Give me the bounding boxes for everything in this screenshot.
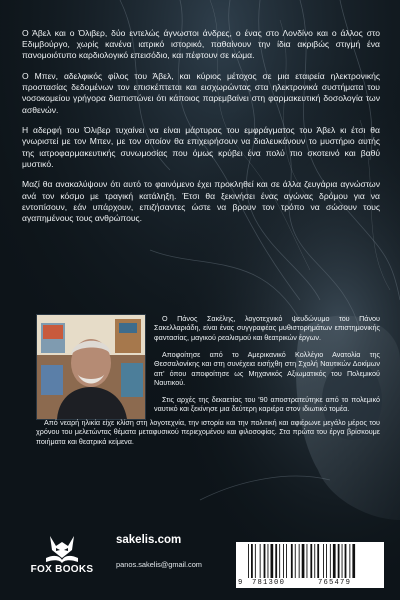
fox-book-logo-icon <box>42 532 82 564</box>
barcode-bar <box>248 544 249 578</box>
barcode-bar <box>323 544 324 578</box>
barcode-bar <box>295 544 296 578</box>
blurb-paragraph: Η αδερφή του Όλιβερ τυχαίνει να είναι μάρτυρας του εμφράγματος του Άβελ κι έτσι θα γνωριστεί με τον Μπεν, με τον οποίον θα επιχειρήσουν να διαλευκάνουν το μυστήριο αυτής της ιατροφαρμακευτικής συνωμοσίας που όμως κρύβει ένα πολύ πιο σκοτεινό και βαθύ μυστικό. <box>22 125 380 169</box>
barcode-bar <box>307 544 308 578</box>
barcode-bar <box>283 544 284 578</box>
blurb-paragraph: Ο Μπεν, αδελφικός φίλος του Άβελ, και κύριος μέτοχος σε μια εταιρεία ηλεκτρονικής προστασίας δεδομένων τον επισκέπτεται και εισχωρώντας στα ηλεκτρονικά συστήματα του νοσοκομείου γρήγορα διαπιστώνει ότι κάποιος παρεμβαίνει στη φαρμακευτική δοσολογία των ασθενών. <box>22 71 380 115</box>
barcode-bar <box>302 544 305 578</box>
barcode-bar <box>330 544 331 578</box>
author-bio <box>154 314 380 421</box>
barcode-bar <box>275 544 277 578</box>
barcode-bar <box>251 544 253 578</box>
barcode-bar <box>271 544 274 578</box>
barcode-bar <box>291 544 293 578</box>
barcode-bar <box>338 544 340 578</box>
isbn-barcode <box>236 542 384 588</box>
barcode-bar <box>299 544 300 578</box>
barcode-bar <box>264 544 266 578</box>
barcode-bar <box>314 544 315 578</box>
blurb-paragraph: Μαζί θα ανακαλύψουν ότι αυτό το φαινόμενο έχει προκληθεί και σε άλλα ζευγάρια αγνώστων ανά τον κόσμο με τραγική κατάληξη. Έτσι θα ξεκινήσει ένας αγώνας δρόμου για να εντοπίσουν, εάν υπάρχουν, επιζήσαντες ώστε να βρουν τον τρόπο να σώσουν τους αγαπημένους τους ανθρώπους. <box>22 179 380 224</box>
author-bio-paragraph: Αποφοίτησε από το Αμερικανικό Κολλέγιο Ανατολία της Θεσσαλονίκης και στη συνέχεια εισήχθη στη Σχολή Ναυτικών Δοκίμων απ' όπου αποφοίτησε ως Μηχανικός Αξιωματικός του Πολεμικού Ναυτικού. <box>154 349 380 388</box>
blurb-paragraph: Ο Άβελ και ο Όλιβερ, δύο εντελώς άγνωστοι άνδρες, ο ένας στο Λονδίνο και ο άλλος στο Εδιμβούργο, χωρίς κανένα ιατρικό ιστορικό, παθαίνουν την ίδια ακριβώς στιγμή ένα πανομοιότυπο καρδιολογικό επεισόδιο, και πέφτουν σε κώμα. <box>22 28 380 61</box>
back-cover-blurb <box>22 28 380 234</box>
barcode-digits <box>236 578 384 587</box>
barcode-bar <box>326 544 327 578</box>
barcode-bar <box>310 544 312 578</box>
barcode-bar <box>342 544 343 578</box>
publisher-logo <box>30 532 94 588</box>
barcode-digits-right: 765479 <box>318 579 352 587</box>
barcode-bar <box>255 544 256 578</box>
author-bio-continued <box>36 418 380 454</box>
barcode-bar <box>333 544 336 578</box>
barcode-digit-first: 9 <box>238 579 243 587</box>
barcode-bar <box>286 544 287 578</box>
barcode-digits-left: 781300 <box>252 579 286 587</box>
author-bio-paragraph: Ο Πάνος Σακέλης, λογοτεχνικό ψευδώνυμο του Πάνου Σακελλαριάδη, είναι ένας συγγραφέας μυθιστορημάτων επιστημονικής φαντασίας, μαγικού ρεαλισμού και θεατρικών έργων. <box>154 314 380 342</box>
publisher-name: FOX BOOKS <box>30 564 94 575</box>
barcode-bar <box>345 544 347 578</box>
barcode-bar <box>260 544 261 578</box>
email-address[interactable]: panos.sakelis@gmail.com <box>116 560 202 569</box>
author-photo <box>36 314 146 420</box>
barcode-bar <box>279 544 280 578</box>
website-link[interactable]: sakelis.com <box>116 534 182 546</box>
barcode-bar <box>352 544 355 578</box>
barcode-bar <box>349 544 350 578</box>
barcode-bar <box>268 544 269 578</box>
author-bio-paragraph: Από νεαρή ηλικία είχε κλίση στη λογοτεχνία, την ιστορία και την πολιτική και αφιέρωνε μεγάλο μέρος του χρόνου του μελετώντας θέματα μεταφυσικού περιεχομένου και φιλοσοφίας. Στα πρώτα του έργα βρίσκουμε ποιήματα και θεατρικά κείμενα. <box>36 418 380 446</box>
author-bio-paragraph: Στις αρχές της δεκαετίας του '90 αποστρατεύτηκε από το πολεμικό ναυτικό και ξεκίνησε μια δεύτερη καριέρα στον ιδιωτικό τομέα. <box>154 395 380 414</box>
barcode-bar <box>317 544 319 578</box>
